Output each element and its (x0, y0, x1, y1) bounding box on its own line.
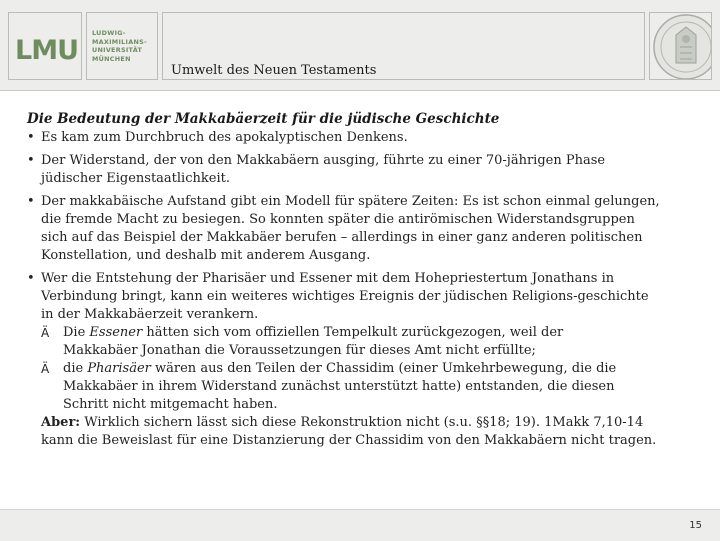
bullet-text: Verbindung bringt, kann ein weiteres wichtiges Ereignis der jüdischen Religions-geschichte (41, 289, 649, 304)
page-number: 15 (689, 520, 702, 531)
bullet-list (27, 129, 687, 450)
university-name (92, 29, 147, 63)
sub-point-emphasis: Pharisäer (87, 361, 151, 376)
arrow-icon: Ä (41, 326, 50, 340)
arrow-icon: Ä (41, 362, 50, 376)
slide-content (27, 111, 687, 455)
aber-note (41, 414, 687, 450)
university-name-line: MÜNCHEN (92, 54, 131, 63)
sub-point-text: die (63, 361, 88, 376)
bullet-text: Konstellation, und deshalb mit anderem Ausgang. (41, 248, 371, 263)
university-name-line: LUDWIG- (92, 29, 126, 37)
sub-point-text: Die (63, 325, 90, 340)
university-name-box (86, 12, 158, 80)
aber-text: kann die Beweislast für eine Distanzierung der Chassidim von den Makkabäern nicht tragen. (41, 433, 657, 448)
header-title: Umwelt des Neuen Testaments (171, 63, 377, 78)
bullet-marker: • (27, 153, 35, 168)
bullet-text: die fremde Macht zu besiegen. So konnten später die antirömischen Widerstandsgruppen (41, 212, 635, 227)
university-seal-icon (649, 12, 712, 80)
list-item (27, 129, 687, 147)
sub-point-text: wären aus den Teilen der Chassidim (einer Umkehrbewegung, die die (150, 361, 617, 376)
lmu-logo (8, 12, 82, 80)
sub-point-pharisaeer (41, 360, 687, 414)
sub-point-text: Schritt nicht mitgemacht haben. (63, 397, 278, 412)
bullet-text: Es kam zum Durchbruch des apokalyptischen Denkens. (41, 130, 408, 145)
slide-footer (0, 509, 720, 541)
list-item (27, 152, 687, 188)
sub-point-essener (41, 324, 687, 360)
header-title-box (162, 12, 645, 80)
slide-heading: Die Bedeutung der Makkabäerzeit für die jüdische Geschichte (27, 111, 500, 127)
bullet-text: jüdischer Eigenstaatlichkeit. (41, 171, 230, 186)
slide-header (0, 0, 720, 91)
list-item (27, 270, 687, 450)
bullet-text: in der Makkabäerzeit verankern. (41, 307, 259, 322)
sub-point-text: Makkabäer Jonathan die Voraussetzungen für dieses Amt nicht erfüllte; (63, 343, 536, 358)
sub-point-text: Makkabäer in ihrem Widerstand zunächst unterstützt hatte) entstanden, die diesen (63, 379, 615, 394)
sub-point-emphasis: Essener (89, 325, 143, 340)
university-name-line: UNIVERSITÄT (92, 46, 143, 55)
aber-text: Wirklich sichern lässt sich diese Rekonstruktion nicht (s.u. §§18; 19). 1Makk 7,10-14 (80, 415, 644, 430)
university-name-line: MAXIMILIANS- (92, 37, 147, 46)
lmu-logo-text: LMU (15, 35, 78, 66)
bullet-marker: • (27, 130, 35, 145)
aber-label: Aber: (41, 415, 81, 430)
list-item (27, 193, 687, 265)
bullet-marker: • (27, 194, 35, 209)
bullet-text: sich auf das Beispiel der Makkabäer berufen – allerdings in einer ganz anderen politischen (41, 230, 643, 245)
bullet-marker: • (27, 271, 35, 286)
bullet-text: Der Widerstand, der von den Makkabäern ausging, führte zu einer 70-jährigen Phase (41, 153, 606, 168)
bullet-text: Der makkabäische Aufstand gibt ein Modell für spätere Zeiten: Es ist schon einmal gelungen, (41, 194, 660, 209)
sub-point-text: hätten sich vom offiziellen Tempelkult zurückgezogen, weil der (142, 325, 564, 340)
bullet-text: Wer die Entstehung der Pharisäer und Essener mit dem Hohepriestertum Jonathans in (41, 271, 615, 286)
